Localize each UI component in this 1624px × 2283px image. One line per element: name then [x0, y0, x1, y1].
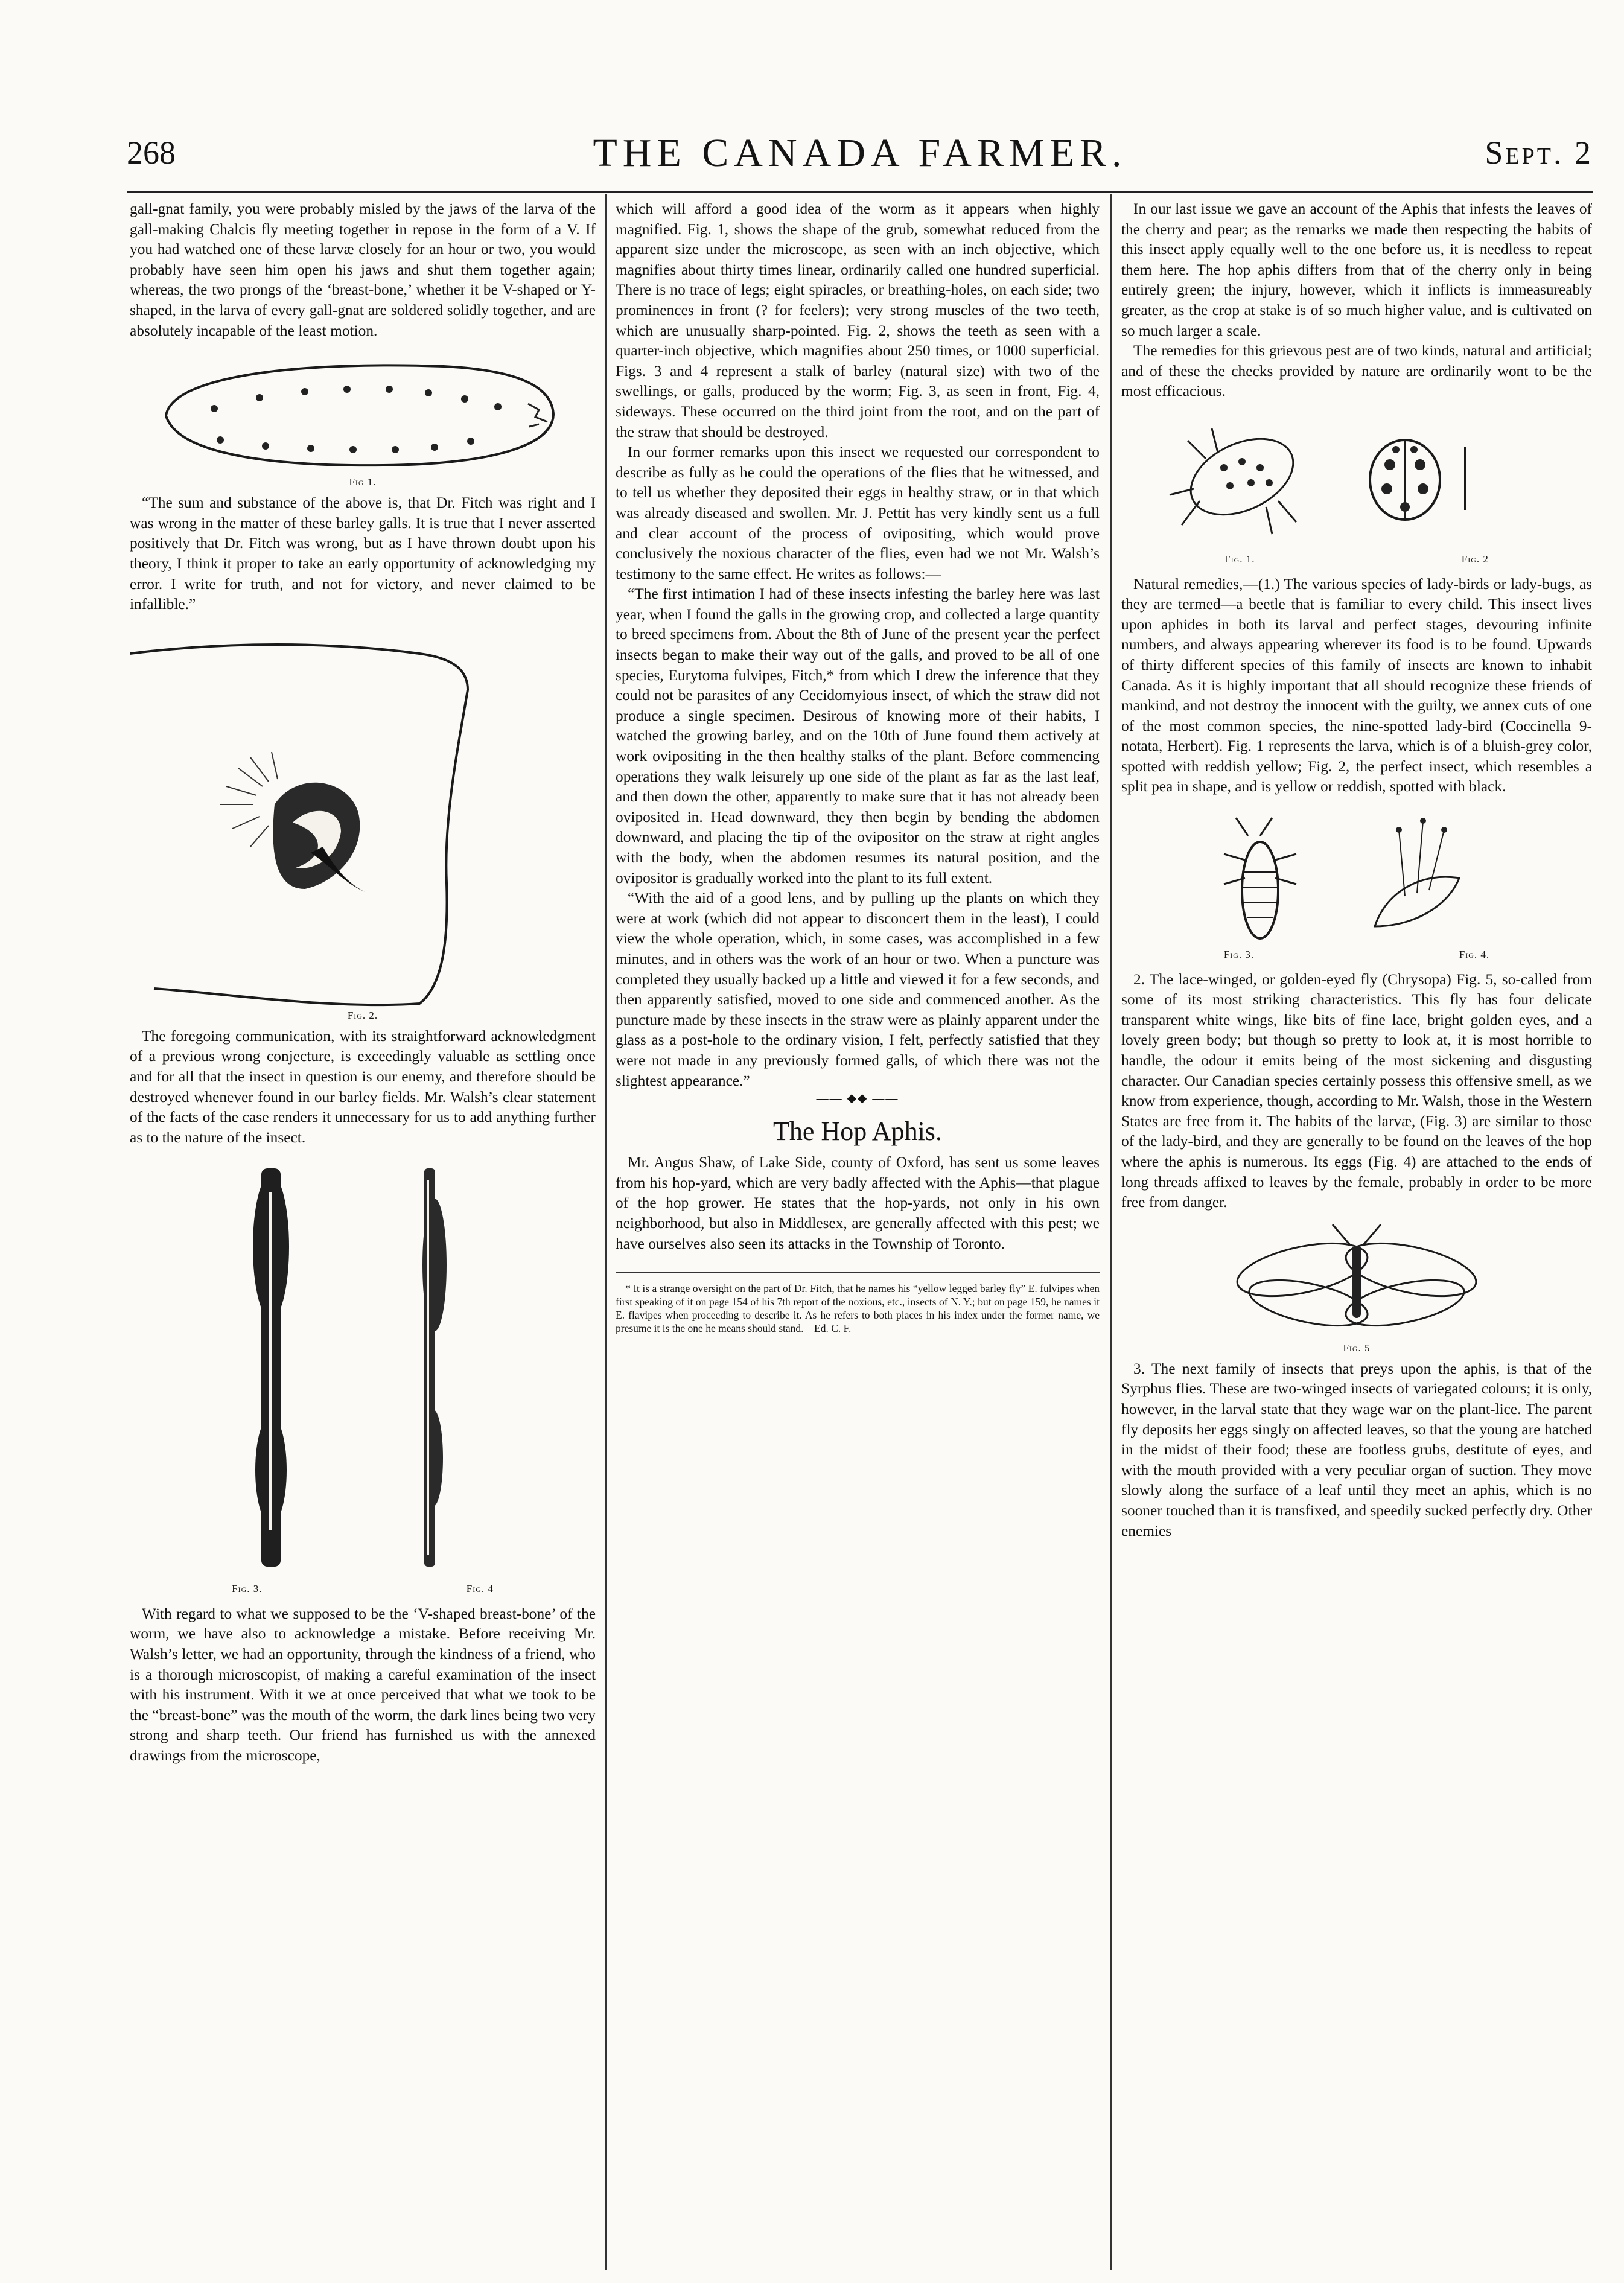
paragraph: Mr. Angus Shaw, of Lake Side, county of Oxford, has sent us some leaves from his hop-yard, which are very badly affected with the Aphis—that plague of the hop grower. He states that the hop-yards, not only in his own neighborhood, but also in Middlesex, are generally affected with this pest; we have ourselves also seen its attacks in the Township of Toronto.	[616, 1154, 1100, 1252]
column-1	[130, 199, 596, 1766]
figure-caption: Fig. 3.	[1223, 949, 1255, 961]
figure-caption: Fig. 2.	[347, 1009, 378, 1021]
lady-bird-illustration	[1121, 410, 1592, 549]
paragraph: With regard to what we supposed to be the ‘V-shaped breast-bone’ of the worm, we have also to acknowledge a mistake. Before receiving Mr. Walsh’s letter, we had an opportunity, through the kindness of a friend, who is a thorough microscopist, of making a careful examination of the insect with his instrument. With it we at once perceived that what we took to be the “breast-bone” was the mouth of the worm, the dark lines being two very strong and sharp teeth. Our friend has furnished us with the annexed drawings from the microscope,	[130, 1605, 596, 1765]
figure-caption: Fig. 1.	[1224, 553, 1255, 565]
figure-caption: Fig. 5	[1343, 1342, 1371, 1354]
paragraph: “The sum and substance of the above is, that Dr. Fitch was right and I was wrong in the matter of these barley galls. It is true that I never asserted positively that Dr. Fitch was wrong, but as I have thrown doubt upon his theory, I think it proper to take an early opportunity of acknowledging my error. I write for truth, and not for victory, and never claimed to be infallible.”	[130, 494, 596, 613]
column-3	[1121, 199, 1592, 1541]
footnote-text: * It is a strange oversight on the part of Dr. Fitch, that he names his “yellow legged barley fly” E. fulvipes when first speaking of it on page 154 of his 7th report of the noxious, etc., insects of N. Y.; but on page 159, he names it E. flavipes when proceeding to describe it. As he refers to both places in his index under the former name, we presume it is the one he means should stand.—Ed. C. F.	[616, 1282, 1100, 1335]
paragraph: 2. The lace-winged, or golden-eyed fly (Chrysopa) Fig. 5, so-called from some of its most striking characteristics. This fly has four delicate transparent white wings, like bits of fine lace, bright golden eyes, and a lovely green body; but though so pretty to look at, it is most horrible to handle, the odour it emits being of the most sickening and disgusting character. Our Canadian species certainly possess this offensive smell, as we know from experience, though, according to Mr. Walsh, those in the Western States are free from it. The habits of the larvæ, (Fig. 3) are similar to those of the lady-bird, and they are generally to be found on the leaves of the hop where the aphis is numerous. Its eggs (Fig. 4) are attached to the ends of long threads affixed to leaves by the female, probably in order to be more free from danger.	[1121, 970, 1592, 1211]
figure-barley-stalks	[130, 1156, 596, 1599]
figure-caption: Fig 1.	[349, 476, 377, 488]
figure-lady-bird	[1121, 410, 1592, 570]
ornament-rule: —— ◆◆ ——	[816, 1092, 899, 1106]
header-rule	[127, 191, 1593, 193]
paragraph: “The first intimation I had of these insects infesting the barley here was last year, when I found the galls in the growing crop, and collected a large quantity to breed specimens from. About the 8th of June of the present year the perfect insects began to make their way out of the galls, and proved to be all of one species, Eurytoma fulvipes, Fitch,* from which I drew the inference that they could not be parasites of any Cecidomyious insect, of which the straw did not produce a single specimen. Desirous of knowing more of their habits, I watched the growing barley, and on the 10th of June found them actively at work ovipositing in the then healthy stalks of the plant. Before commencing operations they walk leisurely up one side of the plant as far as the last leaf, and then down the other, apparently to make sure that it has not already been oviposited in. Head downward, they then begin by bending the abdomen downward, and placing the tip of the ovipositor on the straw at right angles with the body, when the abdomen resumes its natural position, and the ovipositor is gradually worked into the plant to its full extent.	[616, 585, 1100, 887]
grub-larva-illustration	[130, 349, 596, 476]
grub-teeth-illustration	[130, 623, 596, 1010]
column-divider	[605, 194, 607, 2270]
paragraph: In our last issue we gave an account of the Aphis that infests the leaves of the cherry and pear; as the remarks we made then respecting the habits of this insect apply equally well to the one before us, it is needless to repeat them here. The hop aphis differs from that of the cherry only in being entirely green; the injury, however, which it inflicts is immeasureably greater, as the crop at stake is of so much higher value, and is cultivated on so much larger a scale.	[1121, 200, 1592, 339]
lacewing-fly-illustration	[1121, 1221, 1592, 1342]
figure-caption-row	[1121, 944, 1592, 965]
figure-lacewing-fly	[1121, 1221, 1592, 1354]
footnote	[616, 1272, 1100, 1335]
page-number: 268	[127, 135, 176, 171]
paragraph: Natural remedies,—(1.) The various species of lady-birds or lady-bugs, as they are termed—a beetle that is familiar to every child. This insect lives upon aphides in both its larval and perfect stages, devouring infinite numbers, and always appearing wherever its food is to be found. Upwards of thirty different species of this family of insects are known to inhabit Canada. As it is highly important that all should recognize these friends of mankind, and not destroy the innocent with the guilty, we annex cuts of one of the most common species, the nine-spotted lady-bird (Coccinella 9-notata, Herbert). Fig. 1 represents the larva, which is of a bluish-grey color, spotted with reddish yellow; Fig. 2, the perfect insect, which resembles a split pea in shape, and is yellow or reddish, spotted with black.	[1121, 575, 1592, 795]
column-divider	[1110, 194, 1112, 2270]
figure-caption: Fig. 4	[466, 1583, 494, 1595]
figure-grub-teeth	[130, 623, 596, 1022]
publication-title: THE CANADA FARMER.	[593, 131, 1127, 175]
paragraph: In our former remarks upon this insect we requested our correspondent to describe as fully as he could the operations of the flies that he witnessed, and to tell us whether they deposited their eggs in healthy straw, or in that which was already diseased and swollen. Mr. J. Pettit has very kindly sent us a full and clear account of the process of ovipositing, which would prove conclusively the noxious character of the flies, even had we not Mr. Walsh’s testimony to the same effect. He writes as follows:—	[616, 444, 1100, 582]
figure-caption: Fig. 2	[1461, 553, 1489, 565]
paragraph: 3. The next family of insects that preys upon the aphis, is that of the Syrphus flies. These are two-winged insects of variegated colours; it is only, however, in the larval state that they wage war on the plant-lice. The parent fly deposits her eggs singly on affected leaves, so that the young are hatched in the midst of their food; these are footless grubs, destitute of eyes, and with the mouth provided with a very peculiar organ of suction. They move slowly along the surface of a leaf until they meet an aphis, which is no sooner touched than it is transfixed, and speedily sucked perfectly dry. Other enemies	[1121, 1360, 1592, 1540]
figure-lacewing-larva-eggs	[1121, 806, 1592, 965]
column-2	[616, 199, 1100, 1335]
issue-date: Sept. 2	[1485, 135, 1593, 171]
figure-caption-row	[1121, 549, 1592, 570]
paragraph: “With the aid of a good lens, and by pulling up the plants on which they were at work (which did not appear to disconcert them in the least), I could view the whole operation, which, in some cases, was accomplished in a few minutes, and in others was the work of an hour or two. When a puncture was completed they usually backed up a little and viewed it for a few seconds, and then apparently satisfied, moved to one side and commenced another. As the puncture made by these insects in the straw were as plainly apparent under the glass as a post-hole to the ordinary vision, I felt, perfectly satisfied that they were not made in any previously formed galls, of which there was not the slightest appearance.”	[616, 890, 1100, 1089]
figure-caption: Fig. 3.	[232, 1583, 263, 1595]
figure-caption-row	[130, 1579, 596, 1599]
paragraph: The foregoing communication, with its straightforward acknowledgment of a previous wrong conjecture, is exceedingly valuable as settling once and for all that the insect in question is our enemy, and therefore should be destroyed whenever found in our barley fields. Mr. Walsh’s clear statement of the facts of the case renders it unnecessary for us to add anything further as to the nature of the insect.	[130, 1027, 596, 1146]
paragraph: which will afford a good idea of the worm as it appears when highly magnified. Fig. 1, shows the shape of the grub, somewhat reduced from the apparent size under the microscope, as seen with an inch objective, which magnifies about thirty times linear, ordinarily called one hundred superficial. There is no trace of legs; eight spiracles, or breathing-holes, on each side; two prominences in front (? for feelers); very strong muscles of the two teeth, which are unusually sharp-pointed. Fig. 2, shows the teeth as seen with a quarter-inch objective, which magnifies about 250 times, or 1000 superficial. Figs. 3 and 4 represent a stalk of barley (natural size) with two of the swellings, or galls, produced by the worm; Fig. 3, as seen in front, Fig. 4, sideways. These occurred on the third joint from the root, and on the part of the straw that should be destroyed.	[616, 200, 1100, 441]
figure-grub-larva	[130, 349, 596, 488]
paragraph: gall-gnat family, you were probably misled by the jaws of the larva of the gall-making Chalcis fly meeting together in repose in the form of a V. If you had watched one of these larvæ closely for an hour or two, you would probably have seen him open his jaws and shut them together again; whereas, the two prongs of the ‘breast-bone,’ whether it be V-shaped or Y-shaped, in the larva of every gall-gnat are soldered solidly together, and are absolutely incapable of the least motion.	[130, 200, 596, 339]
section-title: The Hop Aphis.	[773, 1116, 942, 1147]
figure-caption: Fig. 4.	[1459, 949, 1490, 961]
barley-stalk-illustration	[130, 1156, 596, 1579]
lacewing-larva-illustration	[1121, 806, 1592, 944]
masthead	[127, 131, 1593, 188]
paragraph: The remedies for this grievous pest are of two kinds, natural and artificial; and of these the checks provided by nature are ordinarily wont to be the most efficacious.	[1121, 342, 1592, 400]
